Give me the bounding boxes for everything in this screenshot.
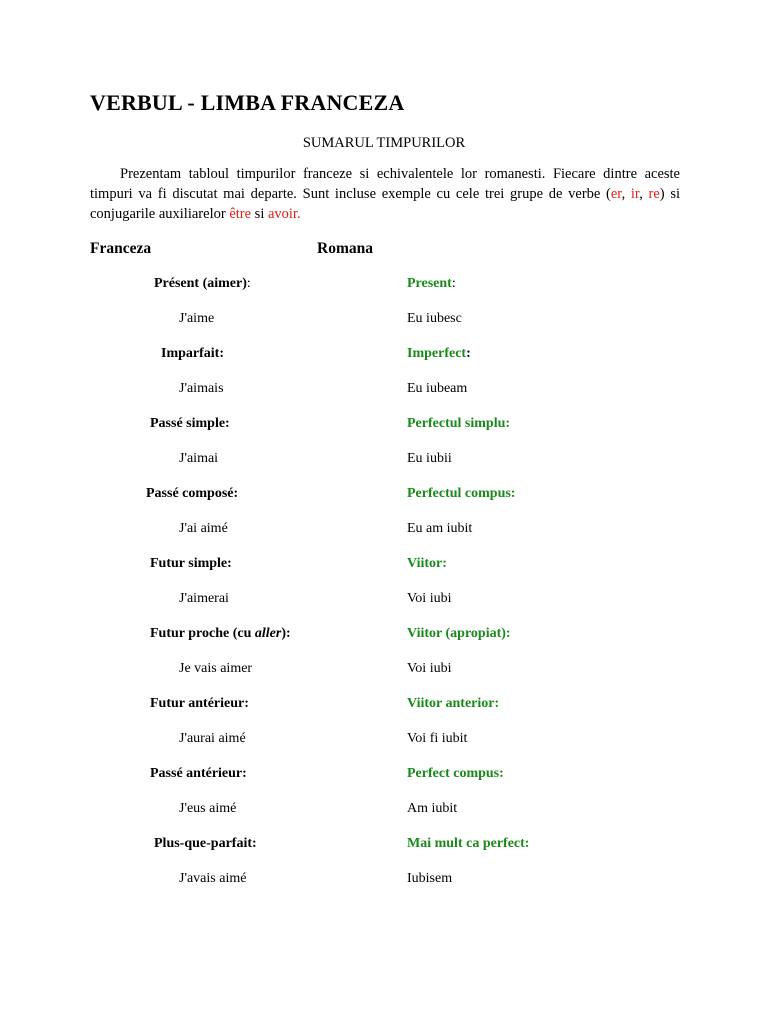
example-fr-plus-que-parfait: J'avais aimé — [179, 871, 247, 886]
tense-fr-imparfait: Imparfait: — [161, 346, 224, 361]
example-fr-futur-simple: J'aimerai — [179, 591, 229, 606]
tense-fr-plus-que-parfait: Plus-que-parfait: — [154, 836, 257, 851]
tense-fr-present — [154, 276, 251, 292]
tense-fr-futur-proche — [150, 626, 291, 642]
tense-fr-passe-simple: Passé simple: — [150, 416, 230, 431]
tense-ro-imperfect — [407, 346, 471, 362]
tense-ro-perfectul-simplu: Perfectul simplu: — [407, 416, 511, 431]
example-fr-imparfait: J'aimais — [179, 381, 224, 396]
intro-period: . — [296, 206, 301, 222]
example-fr-present: J'aime — [179, 311, 215, 326]
intro-si: si — [251, 206, 268, 222]
example-fr-futur-anterieur: J'aurai aimé — [179, 731, 246, 746]
example-ro-mai-mult-ca-perfect: Iubisem — [407, 871, 453, 886]
tense-ro-perfectul-compus: Perfectul compus: — [407, 486, 516, 501]
example-fr-passe-compose: J'ai aimé — [179, 521, 228, 536]
tense-fr-futur-simple: Futur simple: — [150, 556, 232, 571]
tense-fr-present-label: Présent (aimer) — [154, 276, 247, 291]
intro-line-2-end: ) si — [659, 186, 681, 202]
tense-fr-passe-compose: Passé composé: — [146, 486, 239, 501]
tense-ro-viitor-anterior: Viitor anterior: — [407, 696, 500, 711]
column-header-french: Franceza — [90, 240, 152, 257]
page-title: VERBUL - LIMBA FRANCEZA — [90, 90, 405, 115]
example-fr-passe-anterieur: J'eus aimé — [179, 801, 237, 816]
auxiliary-avoir: avoir — [267, 206, 297, 222]
tense-fr-futur-anterieur: Futur antérieur: — [150, 696, 249, 711]
tense-ro-perfect-compus: Perfect compus: — [407, 766, 504, 781]
intro-comma-2: , — [639, 186, 649, 202]
tense-ro-present-colon: : — [451, 276, 456, 291]
tense-fr-present-colon: : — [246, 276, 251, 291]
verb-group-ir: ir — [630, 186, 640, 202]
intro-line-2 — [90, 184, 680, 204]
tense-ro-mai-mult-ca-perfect: Mai mult ca perfect: — [407, 836, 530, 851]
tense-ro-present — [407, 276, 456, 292]
intro-paragraph — [90, 164, 680, 224]
intro-line-2-text: timpuri va fi discutat mai departe. Sunt incluse exemple cu cele trei grupe de verbe ( — [90, 186, 611, 202]
example-ro-perfectul-simplu: Eu iubii — [407, 451, 452, 466]
tense-fr-futur-proche-end: ): — [281, 626, 291, 641]
example-ro-viitor: Voi iubi — [407, 591, 452, 606]
example-fr-futur-proche: Je vais aimer — [179, 661, 253, 676]
tense-ro-imperfect-label: Imperfect — [407, 346, 467, 361]
intro-comma-1: , — [621, 186, 631, 202]
example-ro-present: Eu iubesc — [407, 311, 462, 326]
intro-line-3 — [90, 204, 680, 224]
example-ro-perfect-compus: Am iubit — [407, 801, 458, 816]
intro-line-1: Prezentam tabloul timpurilor franceze si echivalentele lor romanesti. Fiecare dintre aceste — [120, 166, 680, 182]
example-ro-perfectul-compus: Eu am iubit — [407, 521, 473, 536]
intro-line-3-text: conjugarile auxiliarelor — [90, 206, 230, 222]
tense-ro-present-label: Present — [407, 276, 452, 291]
example-fr-passe-simple: J'aimai — [179, 451, 219, 466]
tense-ro-imperfect-colon: : — [466, 346, 471, 361]
tense-fr-futur-proche-aller: aller — [254, 626, 282, 641]
tense-ro-viitor-apropiat: Viitor (apropiat): — [407, 626, 511, 641]
example-ro-imperfect: Eu iubeam — [407, 381, 468, 396]
page-subtitle: SUMARUL TIMPURILOR — [302, 135, 466, 151]
verb-group-er: er — [610, 186, 622, 202]
example-ro-viitor-apropiat: Voi iubi — [407, 661, 452, 676]
tense-fr-passe-anterieur: Passé antérieur: — [150, 766, 247, 781]
example-ro-viitor-anterior: Voi fi iubit — [407, 731, 468, 746]
verb-group-re: re — [648, 186, 660, 202]
auxiliary-etre: être — [229, 206, 252, 222]
tense-fr-futur-proche-label: Futur proche (cu — [150, 626, 255, 641]
tense-ro-viitor: Viitor: — [407, 556, 447, 571]
column-header-romanian: Romana — [317, 240, 373, 257]
